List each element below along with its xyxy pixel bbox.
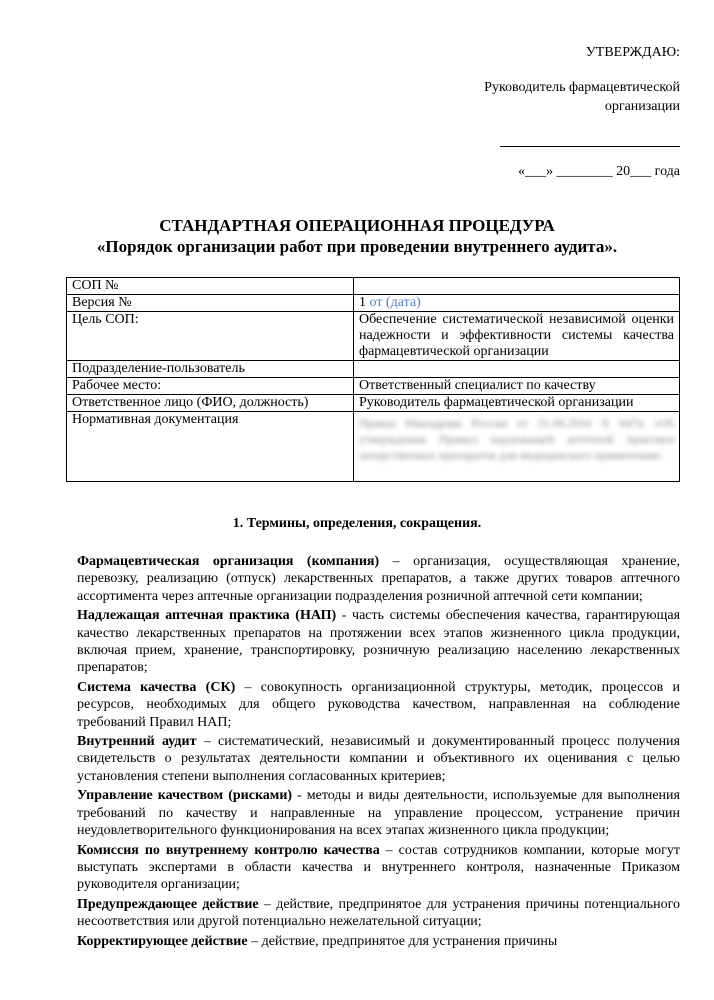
term-definition: - часть системы обеспечения качества, гарантирующая качество лекарственных препаратов на протяжении всех этапов жизненного цикла продукции, включая прием, хранение, транспортировку, розничную реализацию населению лекарственных препаратов;: [77, 608, 681, 676]
table-row: [67, 395, 680, 412]
table-row: [67, 378, 680, 395]
table-value: [354, 278, 680, 295]
document-title: СТАНДАРТНАЯ ОПЕРАЦИОННАЯ ПРОЦЕДУРА: [159, 216, 555, 235]
term-entry: [77, 896, 680, 931]
sop-info-table: [66, 277, 680, 482]
normative-docs-blurred: Приказ Минздрава России от 31.08.2016 N 647н «Об утверждении Правил надлежащей аптечной практики лекарственных препаратов для медицинского применения»: [359, 416, 674, 462]
table-value: [354, 412, 680, 482]
table-label: Нормативная документация: [67, 412, 354, 482]
term-definition: – систематический, независимый и документированный процесс получения свидетельств о результатах деятельности компании и объективного их оценивания с целью установления степени выполнения согласованных критериев;: [77, 734, 680, 784]
term-name: Надлежащая аптечная практика (НАП): [77, 608, 337, 624]
approval-position-line2: организации: [604, 99, 680, 114]
approval-position-line1: Руководитель фармацевтической: [484, 80, 680, 95]
term-name: Фармацевтическая организация (компания): [77, 554, 380, 569]
table-label: Цель СОП:: [67, 312, 354, 361]
term-entry: [77, 553, 680, 605]
term-name: Управление качеством (рисками): [77, 788, 293, 804]
table-row: [67, 295, 680, 312]
table-row: [67, 312, 680, 361]
term-definition: – состав сотрудников компании, которые могут выступать экспертами в области качества и внутреннего контроля, назначенные Приказом руководителя организации;: [77, 842, 680, 893]
table-row: [67, 412, 680, 482]
term-entry: [77, 787, 680, 839]
term-entry: [77, 842, 680, 894]
terms-list: [77, 553, 680, 952]
term-entry: [77, 679, 680, 731]
table-value: Обеспечение систематической независимой оценки надежности и эффективности системы качества фармацевтической организации: [354, 312, 680, 361]
term-name: Комиссия по внутреннему контролю качества: [77, 842, 380, 858]
term-entry: [77, 733, 680, 785]
table-label: СОП №: [67, 278, 354, 295]
signature-line: [500, 145, 680, 147]
version-number: 1: [359, 295, 370, 310]
table-value: Ответственный специалист по качеству: [354, 378, 680, 395]
term-definition: – совокупность организационной структуры, методик, процессов и ресурсов, необходимых для общего руководства качеством, направленная на соблюдение требований Правил НАП;: [77, 679, 681, 730]
table-label: Ответственное лицо (ФИО, должность): [67, 395, 354, 412]
table-label: Рабочее место:: [67, 378, 354, 395]
term-definition: – организация, осуществляющая хранение, перевозку, реализацию (отпуск) лекарственных препаратов, а также других товаров аптечного ассортимента через аптечные организации подразделения розничной аптечной сети компании;: [77, 554, 680, 604]
term-name: Внутренний аудит: [77, 734, 197, 750]
term-name: Предупреждающее действие: [77, 896, 259, 912]
table-value: [354, 295, 680, 312]
term-definition: – действие, предпринятое для устранения причины потенциального несоответствия или другой потенциально нежелательной ситуации;: [77, 896, 680, 930]
section-heading: 1. Термины, определения, сокращения.: [232, 516, 482, 531]
table-label: Версия №: [67, 295, 354, 312]
term-name: Система качества (СК): [77, 679, 236, 695]
term-definition: - методы и виды деятельности, используемые для выполнения требований по качеству и направленные на управление процессом, устранение причин неудовлетворительного функционирования на всех этапах жизненного цикла продукции;: [77, 788, 680, 839]
term-entry: [77, 933, 680, 950]
term-name: Корректирующее действие: [77, 933, 248, 949]
table-row: [67, 278, 680, 295]
table-label: Подразделение-пользователь: [67, 361, 354, 378]
approval-heading: УТВЕРЖДАЮ:: [585, 45, 680, 60]
table-value: Руководитель фармацевтической организации: [354, 395, 680, 412]
term-entry: [77, 607, 680, 677]
version-date-placeholder: от (дата): [369, 295, 421, 310]
table-row: [67, 361, 680, 378]
table-value: [354, 361, 680, 378]
document-subtitle: «Порядок организации работ при проведении внутреннего аудита».: [96, 237, 618, 256]
term-definition: – действие, предпринятое для устранения причины: [247, 933, 558, 949]
approval-date-line: «___» ________ 20___ года: [518, 164, 680, 179]
